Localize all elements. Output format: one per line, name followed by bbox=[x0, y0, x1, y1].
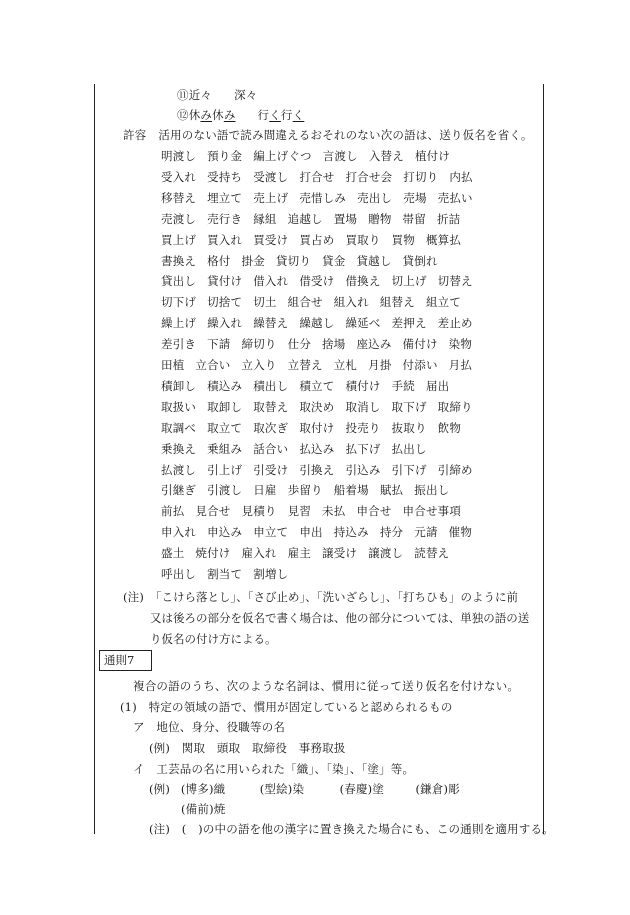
word-item: 売渡し bbox=[161, 211, 197, 226]
word-item: 置場 bbox=[333, 211, 358, 226]
word-item: 切上げ bbox=[391, 274, 427, 289]
word-item: 売払い bbox=[437, 190, 473, 205]
word-item: 賦払 bbox=[379, 483, 404, 498]
word-row bbox=[161, 463, 484, 477]
word-item: 売場 bbox=[403, 190, 427, 205]
rule-7-example-i: (例) (博多)織 (型絵)染 (春慶)塗 (鎌倉)彫 bbox=[149, 782, 460, 796]
word-item: 打切り bbox=[403, 169, 439, 184]
word-item: 買上げ bbox=[161, 232, 197, 247]
word-row bbox=[161, 504, 472, 518]
word-item: 引継ぎ bbox=[161, 483, 197, 498]
word-item: 繰越し bbox=[299, 316, 335, 331]
word-item: 月払 bbox=[448, 358, 473, 372]
word-item: 植付け bbox=[414, 149, 451, 163]
word-item: 申込み bbox=[207, 525, 243, 540]
rule-7-item-1: (1) 特定の領域の語で、慣用が固定していると認められるもの bbox=[120, 700, 453, 714]
word-row bbox=[161, 421, 472, 435]
word-item: 付添い bbox=[402, 358, 438, 372]
word-item: 入替え bbox=[368, 149, 404, 163]
word-item: 買占め bbox=[299, 232, 335, 247]
rule-7-example-a: (例) 関取 頭取 取締役 事務取扱 bbox=[149, 741, 346, 755]
word-item: 捨場 bbox=[322, 337, 346, 352]
word-item: 受持ち bbox=[207, 169, 243, 184]
word-row bbox=[161, 358, 483, 372]
word-item: 打合せ bbox=[299, 169, 335, 184]
word-item: 積立て bbox=[299, 378, 335, 393]
word-item: 切替え bbox=[437, 274, 473, 289]
rule-7-item-a: ア 地位、身分、役職等の名 bbox=[133, 720, 286, 734]
word-item: 貸金 bbox=[322, 253, 346, 268]
word-item: 見習 bbox=[287, 504, 312, 519]
word-item: 差止め bbox=[437, 316, 473, 331]
word-item: 売出し bbox=[357, 190, 393, 205]
kyoyo-line bbox=[123, 128, 533, 142]
word-item: 立札 bbox=[333, 358, 358, 372]
word-item: 繰入れ bbox=[207, 316, 243, 331]
word-item: 貸切り bbox=[275, 253, 312, 268]
word-item: 貸越し bbox=[356, 253, 392, 268]
word-item: 編上げぐつ bbox=[253, 149, 312, 163]
word-item: 船着場 bbox=[333, 483, 369, 498]
rule-7-item-i: イ 工芸品の名に用いられた「織」、「染」、「塗」等。 bbox=[133, 762, 415, 776]
note-line-3: り仮名の付け方による。 bbox=[150, 632, 277, 646]
word-item: 申入れ bbox=[161, 525, 197, 540]
word-item: 読替え bbox=[414, 546, 450, 561]
word-item: 田植 bbox=[161, 358, 185, 372]
word-item: 組合せ bbox=[287, 295, 323, 310]
word-item: 引受け bbox=[253, 462, 289, 477]
word-item: 取替え bbox=[253, 399, 289, 414]
word-item: 受渡し bbox=[253, 169, 289, 184]
left-margin-line bbox=[94, 84, 95, 834]
word-item: 引渡し bbox=[207, 483, 243, 498]
word-item: 見積り bbox=[241, 504, 277, 519]
rule-7-example-i-2: (備前)焼 bbox=[181, 802, 226, 816]
kyoyo-text: 活用のない語で読み間違えるおそれのない次の語は、送り仮名を省く。 bbox=[158, 128, 533, 142]
word-row bbox=[161, 337, 483, 351]
word-item: 雇入れ bbox=[241, 546, 277, 561]
word-item: 売行き bbox=[207, 211, 243, 226]
word-item: 払込み bbox=[299, 441, 335, 456]
rule-7-intro: 複合の語のうち、次のような名詞は、慣用に従って送り仮名を付けない。 bbox=[133, 679, 520, 693]
word-item: 引換え bbox=[299, 462, 335, 477]
word-item: 打合せ会 bbox=[345, 169, 393, 184]
item-11-rest: 深々 bbox=[234, 88, 258, 102]
word-item: 内払 bbox=[449, 169, 473, 184]
rule-7-note: (注) ( )の中の語を他の漢字に置き換えた場合にも、この通則を適用する。 bbox=[149, 822, 554, 836]
word-item: 割増し bbox=[253, 567, 289, 581]
note-line-2: 又は後ろの部分を仮名で書く場合は、他の部分については、単独の語の送 bbox=[150, 611, 530, 625]
word-item: 組入れ bbox=[333, 295, 369, 310]
word-item: 取締り bbox=[437, 399, 473, 414]
word-item: 受入れ bbox=[161, 169, 197, 184]
word-item: 雇主 bbox=[287, 546, 312, 561]
word-item: 埋立て bbox=[207, 190, 243, 205]
word-item: 話合い bbox=[253, 441, 289, 456]
word-row bbox=[161, 442, 438, 456]
word-item: 引込み bbox=[345, 462, 381, 477]
word-item: 買受け bbox=[253, 232, 289, 247]
word-item: 貸出し bbox=[161, 274, 197, 289]
word-row bbox=[161, 400, 484, 414]
word-item: 売惜しみ bbox=[299, 190, 347, 205]
word-item: 盛土 bbox=[161, 546, 185, 561]
word-item: 抜取り bbox=[391, 420, 427, 435]
item-11 bbox=[177, 88, 258, 102]
word-item: 追越し bbox=[287, 211, 323, 226]
word-item: 言渡し bbox=[322, 149, 358, 163]
word-item: 引上げ bbox=[207, 462, 243, 477]
word-item: 手続 bbox=[391, 378, 415, 393]
word-item: 帯留 bbox=[402, 211, 426, 226]
word-item: 歩留り bbox=[287, 483, 323, 498]
word-row bbox=[161, 170, 484, 184]
word-item: 持分 bbox=[379, 525, 404, 540]
word-row bbox=[161, 254, 449, 268]
word-row bbox=[161, 233, 472, 247]
word-row bbox=[161, 567, 299, 581]
word-item: 贈物 bbox=[368, 211, 392, 226]
word-item: 申立て bbox=[253, 525, 289, 540]
word-item: 取消し bbox=[345, 399, 381, 414]
word-item: 差引き bbox=[161, 337, 197, 352]
word-item: 明渡し bbox=[161, 149, 197, 163]
word-item: 切捨て bbox=[207, 295, 243, 310]
word-item: 座込み bbox=[356, 337, 392, 352]
word-item: 引下げ bbox=[391, 462, 427, 477]
word-item: 前払 bbox=[161, 504, 185, 519]
word-item: 買物 bbox=[391, 232, 415, 247]
word-item: 申合せ事項 bbox=[402, 504, 462, 519]
word-item: 積出し bbox=[253, 378, 289, 393]
word-item: 積込み bbox=[207, 378, 243, 393]
word-item: 焼付け bbox=[195, 546, 231, 561]
word-item: 取決め bbox=[299, 399, 335, 414]
word-item: 概算払 bbox=[425, 232, 462, 247]
word-row bbox=[161, 274, 484, 288]
word-item: 借入れ bbox=[253, 274, 289, 289]
word-item: 投売り bbox=[345, 420, 381, 435]
word-item: 締切り bbox=[241, 337, 277, 352]
word-item: 備付け bbox=[402, 337, 438, 352]
word-item: 払下げ bbox=[345, 441, 381, 456]
word-item: 繰上げ bbox=[161, 316, 197, 331]
word-item: 払渡し bbox=[161, 462, 197, 477]
word-item: 呼出し bbox=[161, 567, 197, 581]
word-item: 積卸し bbox=[161, 378, 197, 393]
word-item: 取卸し bbox=[207, 399, 243, 414]
word-item: 乗換え bbox=[161, 441, 197, 456]
word-row bbox=[161, 483, 460, 497]
word-item: 借換え bbox=[345, 274, 381, 289]
kyoyo-label: 許容 bbox=[123, 128, 147, 142]
word-item: 譲受け bbox=[322, 546, 358, 561]
word-item: 差押え bbox=[391, 316, 427, 331]
word-item: 売上げ bbox=[253, 190, 289, 205]
word-item: 繰替え bbox=[253, 316, 289, 331]
word-item: 引締め bbox=[437, 462, 473, 477]
word-item: 飲物 bbox=[437, 420, 462, 435]
word-item: 元請 bbox=[414, 525, 438, 540]
word-item: 取付け bbox=[299, 420, 335, 435]
word-row bbox=[161, 149, 461, 163]
word-item: 書換え bbox=[161, 253, 197, 268]
word-item: 取次ぎ bbox=[253, 420, 289, 435]
right-margin-line bbox=[543, 84, 544, 834]
item-12: ⑫休み休み 行く行く bbox=[177, 108, 305, 122]
word-item: 切土 bbox=[253, 295, 277, 310]
word-item: 組替え bbox=[379, 295, 415, 310]
word-item: 仕分 bbox=[287, 337, 312, 352]
word-item: 格付 bbox=[207, 253, 231, 268]
word-item: 申出 bbox=[299, 525, 323, 540]
word-row bbox=[161, 295, 472, 309]
word-item: 染物 bbox=[448, 337, 473, 352]
item-11-label: ⑪近々 bbox=[177, 88, 213, 102]
word-item: 日雇 bbox=[253, 483, 277, 498]
word-item: 貸倒れ bbox=[402, 253, 438, 268]
word-item: 振出し bbox=[414, 483, 450, 498]
word-row bbox=[161, 191, 484, 205]
word-item: 届出 bbox=[425, 378, 450, 393]
word-row bbox=[161, 379, 460, 393]
word-item: 折詰 bbox=[436, 211, 461, 226]
note-label: (注) bbox=[123, 590, 145, 604]
word-item: 見合せ bbox=[195, 504, 231, 519]
word-item: 繰延べ bbox=[345, 316, 381, 331]
word-item: 乗組み bbox=[207, 441, 243, 456]
word-item: 掛金 bbox=[241, 253, 265, 268]
word-item: 取扱い bbox=[161, 399, 197, 414]
word-item: 月掛 bbox=[368, 358, 392, 372]
word-item: 取調べ bbox=[161, 420, 197, 435]
word-item: 立合い bbox=[195, 358, 231, 372]
word-item: 買入れ bbox=[207, 232, 243, 247]
word-item: 預り金 bbox=[207, 149, 243, 163]
word-row bbox=[161, 525, 483, 539]
word-item: 未払 bbox=[322, 504, 346, 519]
word-row bbox=[161, 316, 484, 330]
word-row bbox=[161, 212, 471, 226]
word-item: 買取り bbox=[345, 232, 381, 247]
item-12-label: ⑫ bbox=[177, 108, 189, 122]
word-item: 割当て bbox=[207, 567, 243, 581]
word-row bbox=[161, 546, 460, 560]
word-item: 切下げ bbox=[161, 295, 197, 310]
word-item: 取立て bbox=[207, 420, 243, 435]
word-item: 組立て bbox=[425, 295, 462, 310]
word-item: 譲渡し bbox=[368, 546, 404, 561]
word-item: 払出し bbox=[391, 441, 427, 456]
word-item: 積付け bbox=[345, 378, 381, 393]
word-item: 縁組 bbox=[253, 211, 277, 226]
word-item: 申合せ bbox=[356, 504, 392, 519]
word-item: 借受け bbox=[299, 274, 335, 289]
rule-7-title: 通則7 bbox=[99, 650, 152, 671]
word-item: 下請 bbox=[207, 337, 231, 352]
word-item: 立入り bbox=[241, 358, 277, 372]
word-item: 催物 bbox=[448, 525, 473, 540]
word-item: 立替え bbox=[287, 358, 323, 372]
word-item: 移替え bbox=[161, 190, 197, 205]
word-item: 貸付け bbox=[207, 274, 243, 289]
note-line-1: 「こけら落とし」、「さび止め」、「洗いざらし」、「打ちひも」のように前 bbox=[150, 590, 518, 604]
word-item: 取下げ bbox=[391, 399, 427, 414]
word-item: 持込み bbox=[333, 525, 369, 540]
